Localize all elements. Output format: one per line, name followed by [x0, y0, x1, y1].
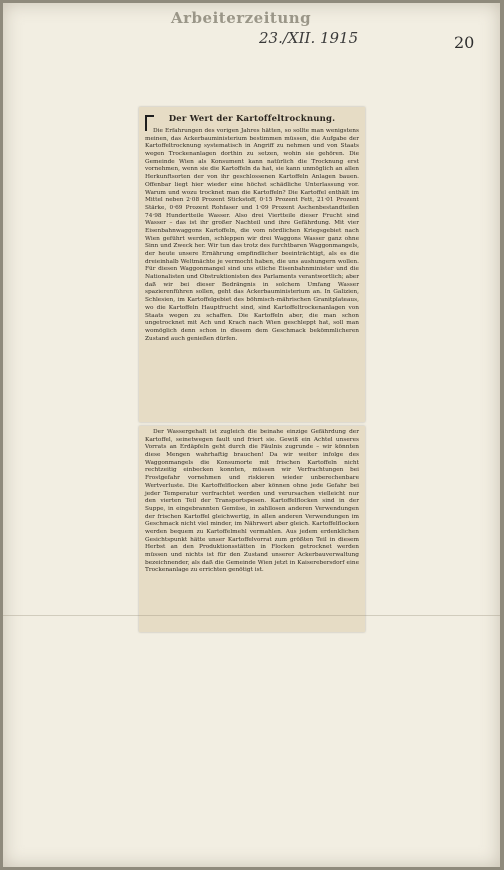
newspaper-stamp: Arbeiterzeitung	[171, 9, 312, 27]
handwritten-date: 23./XII. 1915	[259, 29, 359, 47]
article-title: Der Wert der Kartoffeltrocknung.	[168, 114, 336, 124]
archive-sheet	[3, 3, 500, 867]
clipping-part-2	[139, 426, 365, 632]
corner-mark	[145, 115, 154, 131]
article-body-part-1: Die Erfahrungen des vorigen Jahres hätten, so sollte man wenigstens meinen, das Ackerbauministerium bestimmen müssen, die Aufgabe der Kartoffeltrocknung systematisch in Angriff zu nehmen und von Staats wegen Trockenanlagen dorthin zu setzen, wohin sie gehören. Die Gemeinde Wien als Konsument kann natürlich die Trocknung erst vornehmen, wenn sie die Kartoffeln da hat, sie kann unmöglich an allen Herkunftsorten der von ihr geschlossenen Kartoffeln Anlagen bauen. Offenbar liegt hier wieder eine höchst schädliche Unterlassung vor. Warum und wozu trocknet man die Kartoffeln? Die Kartoffel enthält im Mittel neben 2·08 Prozent Stickstoff, 0·15 Prozent Fett, 21·01 Prozent Stärke, 0·69 Prozent Rohfaser und 1·09 Prozent Aschenbestandteilen 74·98 Hundertteile Wasser. Also drei Viertteile dieser Frucht sind Wasser – das ist ihr großer Nachteil und ihre Gefährdung. Mit vier Eisenbahnwaggons Kartoffeln, die vom nördlichen Kriegsgebiet nach Wien geführt werden, schleppen wir drei Waggons Wasser ganz ohne Sinn und Zweck her. Wir tun das trotz des furchtbaren Waggonmangels, der heute unsere Ernährung empfindlicher beeinträchtigt, als es die dreieinhalb Weltmächte je vermocht haben, die uns aushungern wollen. Für diesen Waggonmangel sind uns etliche Eisenbahnminister und die Nationalisten und Obstruktionisten des Parlaments verantwortlich; aber daß wir bei dieser Bedrängnis in solchem Umfang Wasser spazierenführen sollen, geht das Ackerbauministerium an. In Galizien, Schlesien, im Kartoffelgebiet des böhmisch-mährischen Granitplateaus, wo die Kartoffeln Hauptfrucht sind, sind Kartoffeltrockenanlagen von Staats wegen zu schaffen. Die Kartoffeln aber, die man schon ungetrocknet mit Ach und Krach nach Wien geschleppt hat, soll man womöglich denn schon in diesem dem Geschmack bekömmlicheren Zustand auch genießen dürfen.	[145, 128, 359, 342]
page-number: 20	[454, 33, 475, 52]
clipping-part-1	[139, 107, 365, 422]
article-body-part-2: Der Wassergehalt ist zugleich die beinahe einzige Gefährdung der Kartoffel, seinetwegen fault und friert sie. Gewiß ein Achtel unseres Vorrats an Erdäpfeln geht durch die Fäulnis zugrunde – wir könnten diese Mengen wahrhaftig brauchen! Da wir weiter infolge des Waggonmangels die Konsumorte mit frischen Kartoffeln nicht rechtzeitig einbecken konnten, müssen wir Verfrachtungen bei Frostgefahr vornehmen und riskieren wieder unberechenbare Wertverluste. Die Kartoffelflocken aber können ohne jede Gefahr bei jeder Temperatur verfrachtet werden und verursachen vielleicht nur den vierten Teil der Transportspesen. Kartoffelflocken sind in der Suppe, in eingebrannten Gemüse, in zahllosen anderen Verwendungen der frischen Kartoffel gleichwertig, in allen anderen Verwendungen im Geschmack nicht viel minder, im Nährwert aber gleich. Kartoffelflocken werden bequem zu Kartoffelmehl vermahlen. Aus jedem erdenklichen Gesichtspunkt hätte unser Kartoffelvorrat zum größten Teil in diesem Herbst an den Produktionsstätten in Flocken getrocknet werden müssen und nichts ist für den Zustand unserer Ackerbauverwaltung bezeichnender, als daß die Gemeinde Wien jetzt in Kaiserebersdorf eine Trockenanlage zu errichten genötigt ist.	[145, 429, 359, 574]
